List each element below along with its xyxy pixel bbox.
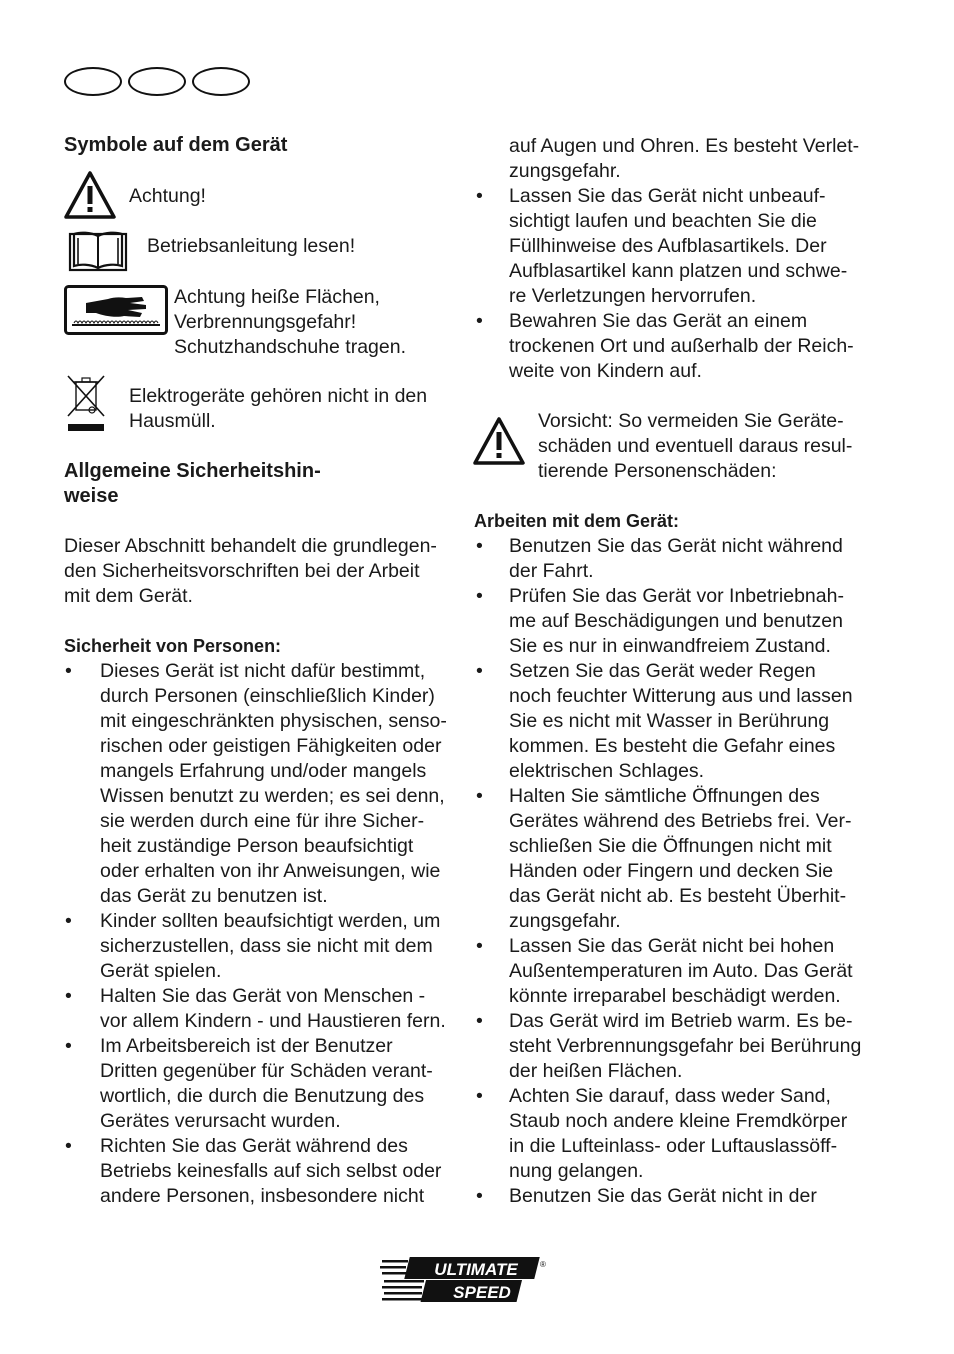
right-top-item-2-line: Bewahren Sie das Gerät an einem bbox=[509, 310, 808, 332]
symbol-text-bin-1: Elektrogeräte gehören nicht in den bbox=[129, 385, 428, 407]
manual-book-icon bbox=[68, 228, 128, 274]
work-item-4-line: Halten Sie sämtliche Öffnungen des bbox=[509, 785, 820, 807]
work-bullet-marker: • bbox=[476, 1010, 483, 1032]
work-bullet-marker: • bbox=[476, 935, 483, 957]
persons-item-2-line: sicherzustellen, dass sie nicht mit dem bbox=[100, 935, 433, 957]
persons-item-4-line: Gerätes verursacht wurden. bbox=[100, 1110, 341, 1132]
persons-item-2-line: Kinder sollten beaufsichtigt werden, um bbox=[100, 910, 441, 932]
warning-triangle-icon bbox=[63, 170, 117, 220]
work-item-7-line: nung gelangen. bbox=[509, 1160, 644, 1182]
persons-bullet-marker: • bbox=[65, 910, 72, 932]
symbol-text-manual: Betriebsanleitung lesen! bbox=[147, 235, 356, 257]
work-item-6-line: Das Gerät wird im Betrieb warm. Es be- bbox=[509, 1010, 853, 1032]
continued-line-2: zungsgefahr. bbox=[509, 160, 621, 182]
right-top-item-1-line: Füllhinweise des Aufblasartikels. Der bbox=[509, 235, 827, 257]
work-item-4-line: das Gerät nicht ab. Es besteht Überhit- bbox=[509, 885, 847, 907]
logo-text-ultimate: ULTIMATE bbox=[434, 1260, 518, 1279]
persons-item-4-line: Dritten gegenüber für Schäden verant- bbox=[100, 1060, 433, 1082]
persons-bullet-marker: • bbox=[65, 985, 72, 1007]
right-top-item-2-line: weite von Kindern auf. bbox=[509, 360, 702, 382]
ultimate-speed-logo bbox=[380, 1256, 550, 1306]
work-bullet-marker: • bbox=[476, 785, 483, 807]
work-item-6-line: der heißen Flächen. bbox=[509, 1060, 683, 1082]
work-item-6-line: steht Verbrennungsgefahr bei Berührung bbox=[509, 1035, 862, 1057]
caution-line-2: schäden und eventuell daraus resul- bbox=[538, 435, 853, 457]
work-bullet-marker: • bbox=[476, 660, 483, 682]
persons-item-1-line: sie werden durch eine für ihre Sicher- bbox=[100, 810, 425, 832]
intro-line-1: Dieser Abschnitt behandelt die grundlegen- bbox=[64, 535, 437, 557]
work-item-4-line: Gerätes während des Betriebs frei. Ver- bbox=[509, 810, 852, 832]
work-item-5-line: könnte irreparabel beschädigt werden. bbox=[509, 985, 841, 1007]
persons-item-5-line: Richten Sie das Gerät während des bbox=[100, 1135, 408, 1157]
persons-item-1-line: durch Personen (einschließlich Kinder) bbox=[100, 685, 435, 707]
symbols-heading: Symbole auf dem Gerät bbox=[64, 134, 288, 156]
persons-item-2-line: Gerät spielen. bbox=[100, 960, 222, 982]
caution-line-1: Vorsicht: So vermeiden Sie Geräte- bbox=[538, 410, 844, 432]
work-item-4-line: Händen oder Fingern und decken Sie bbox=[509, 860, 834, 882]
right-top-item-1-line: Lassen Sie das Gerät nicht unbeauf- bbox=[509, 185, 826, 207]
persons-item-1-line: mit eingeschränkten physischen, senso- bbox=[100, 710, 447, 732]
right-top-item-2-line: trockenen Ort und außerhalb der Reich- bbox=[509, 335, 854, 357]
work-item-3-line: elektrischen Schlages. bbox=[509, 760, 705, 782]
right-top-item-1-line: Aufblasartikel kann platzen und schwe- bbox=[509, 260, 848, 282]
persons-bullet-marker: • bbox=[65, 1135, 72, 1157]
work-item-8-line: Benutzen Sie das Gerät nicht in der bbox=[509, 1185, 817, 1207]
work-item-2-line: Prüfen Sie das Gerät vor Inbetriebnah- bbox=[509, 585, 844, 607]
language-oval-1 bbox=[64, 67, 122, 96]
persons-item-1-line: Dieses Gerät ist nicht dafür bestimmt, bbox=[100, 660, 426, 682]
persons-heading: Sicherheit von Personen: bbox=[64, 636, 282, 656]
language-oval-3 bbox=[192, 67, 250, 96]
persons-item-5-line: Betriebs keinesfalls auf sich selbst oder bbox=[100, 1160, 442, 1182]
general-heading-line-1: Allgemeine Sicherheitshin- bbox=[64, 460, 321, 482]
persons-item-4-line: wortlich, die durch die Benutzung des bbox=[100, 1085, 425, 1107]
persons-item-3-line: Halten Sie das Gerät von Menschen - bbox=[100, 985, 426, 1007]
continued-line-1: auf Augen und Ohren. Es besteht Verlet- bbox=[509, 135, 860, 157]
language-ovals bbox=[64, 67, 254, 99]
work-bullet-marker: • bbox=[476, 535, 483, 557]
work-item-7-line: in die Lufteinlass- oder Luftauslassöff- bbox=[509, 1135, 838, 1157]
symbol-text-hot-3: Schutzhandschuhe tragen. bbox=[174, 336, 407, 358]
right-top-bullet-marker: • bbox=[476, 310, 483, 332]
right-top-item-1-line: sichtigt laufen und beachten Sie die bbox=[509, 210, 817, 232]
persons-item-5-line: andere Personen, insbesondere nicht bbox=[100, 1185, 425, 1207]
work-item-2-line: me auf Beschädigungen und benutzen bbox=[509, 610, 843, 632]
persons-item-1-line: oder erhalten von ihr Anweisungen, wie bbox=[100, 860, 441, 882]
work-item-3-line: kommen. Es besteht die Gefahr eines bbox=[509, 735, 836, 757]
intro-line-2: den Sicherheitsvorschriften bei der Arbeit bbox=[64, 560, 420, 582]
persons-bullet-marker: • bbox=[65, 660, 72, 682]
persons-item-1-line: mangels Erfahrung und/oder mangels bbox=[100, 760, 427, 782]
work-heading: Arbeiten mit dem Gerät: bbox=[474, 511, 680, 531]
work-item-2-line: Sie es nur in einwandfreiem Zustand. bbox=[509, 635, 831, 657]
work-item-3-line: Sie es nicht mit Wasser in Berührung bbox=[509, 710, 830, 732]
work-bullet-marker: • bbox=[476, 1085, 483, 1107]
work-item-1-line: Benutzen Sie das Gerät nicht während bbox=[509, 535, 843, 557]
symbol-text-hot-1: Achtung heiße Flächen, bbox=[174, 286, 380, 308]
work-bullet-marker: • bbox=[476, 1185, 483, 1207]
persons-item-4-line: Im Arbeitsbereich ist der Benutzer bbox=[100, 1035, 393, 1057]
work-item-7-line: Staub noch andere kleine Fremdkörper bbox=[509, 1110, 848, 1132]
work-bullet-marker: • bbox=[476, 585, 483, 607]
symbol-text-warning: Achtung! bbox=[129, 185, 206, 207]
intro-line-3: mit dem Gerät. bbox=[64, 585, 193, 607]
general-heading-line-2: weise bbox=[64, 485, 119, 507]
work-item-7-line: Achten Sie darauf, dass weder Sand, bbox=[509, 1085, 831, 1107]
crossed-bin-icon bbox=[64, 372, 108, 434]
work-item-3-line: Setzen Sie das Gerät weder Regen bbox=[509, 660, 816, 682]
right-top-bullet-marker: • bbox=[476, 185, 483, 207]
language-oval-2 bbox=[128, 67, 186, 96]
work-item-5-line: Außentemperaturen im Auto. Das Gerät bbox=[509, 960, 853, 982]
persons-item-1-line: das Gerät zu benutzen ist. bbox=[100, 885, 328, 907]
work-item-5-line: Lassen Sie das Gerät nicht bei hohen bbox=[509, 935, 835, 957]
right-top-item-1-line: re Verletzungen hervorrufen. bbox=[509, 285, 757, 307]
work-item-3-line: noch feuchter Witterung aus und lassen bbox=[509, 685, 853, 707]
persons-item-1-line: rischen oder geistigen Fähigkeiten oder bbox=[100, 735, 442, 757]
logo-registered-mark: ® bbox=[540, 1260, 546, 1269]
symbol-text-bin-2: Hausmüll. bbox=[129, 410, 216, 432]
caution-warning-icon bbox=[472, 416, 526, 466]
work-item-1-line: der Fahrt. bbox=[509, 560, 594, 582]
persons-item-3-line: vor allem Kindern - und Haustieren fern. bbox=[100, 1010, 446, 1032]
caution-line-3: tierende Personenschäden: bbox=[538, 460, 777, 482]
persons-item-1-line: Wissen benutzt zu werden; es sei denn, bbox=[100, 785, 445, 807]
hot-surface-hand-icon bbox=[64, 285, 168, 335]
persons-bullet-marker: • bbox=[65, 1035, 72, 1057]
work-item-4-line: schließen Sie die Öffnungen nicht mit bbox=[509, 835, 832, 857]
work-item-4-line: zungsgefahr. bbox=[509, 910, 621, 932]
logo-text-speed: SPEED bbox=[453, 1283, 511, 1302]
symbol-text-hot-2: Verbrennungsgefahr! bbox=[174, 311, 357, 333]
persons-item-1-line: heit zuständige Person beaufsichtigt bbox=[100, 835, 414, 857]
